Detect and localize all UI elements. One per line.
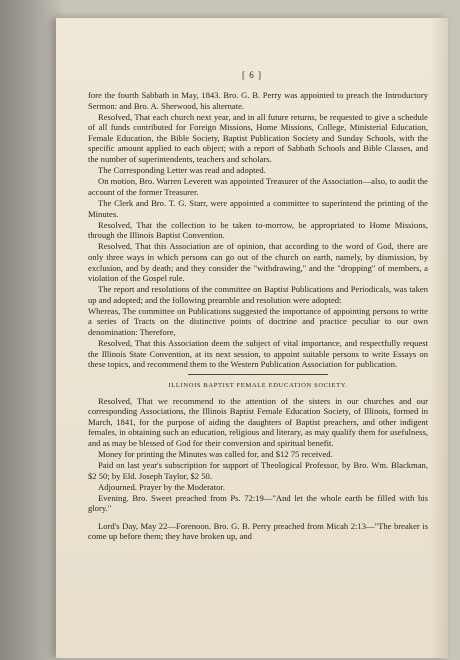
section-heading: ILLINOIS BAPTIST FEMALE EDUCATION SOCIETY. bbox=[168, 381, 348, 389]
paragraph-14: Adjourned. Prayer by the Moderator. bbox=[98, 481, 225, 492]
paragraph-5: The Clerk and Bro. T. G. Starr, were appointed a committee to superintend the printing of the Minutes. bbox=[88, 197, 428, 219]
paragraph-15: Evening. Bro. Sweet preached from Ps. 72:19—"And let the whole earth be filled with his glory." bbox=[88, 492, 428, 514]
paragraph-16: Lord's Day, May 22—Forenoon. Bro. G. B. Perry preached from Micah 2:13—"The breaker is come up before them; they have broken up, and bbox=[88, 520, 428, 542]
paragraph-10: Resolved, That this Association deem the subject of vital importance, and respectfully request the Illinois State Convention, at its next session, to appoint suitable persons to write Essays on these topics, and recommend them to the Western Publication Association for publication. bbox=[88, 338, 428, 370]
paragraph-8: The report and resolutions of the committee on Baptist Publications and Periodicals, was taken up and adopted; and the following preamble and resolution were adopted: bbox=[88, 284, 428, 305]
document-page bbox=[56, 18, 448, 658]
paragraph-12: Money for printing the Minutes was called for, and $12 75 received. bbox=[98, 449, 333, 459]
paragraph-1: fore the fourth Sabbath in May, 1843. Bro. G. B. Perry was appointed to preach the Introductory Sermon: and Bro. A. Sherwood, his alternate. bbox=[88, 90, 428, 111]
page-body bbox=[88, 66, 428, 542]
paragraph-whereas: Whereas, The committee on Publications suggested the importance of appointing persons to write a series of Tracts on the distinctive points of doctrine and practice peculiar to our own denomination: Therefore, bbox=[88, 305, 428, 338]
section-rule bbox=[188, 374, 328, 375]
paragraph-3: The Corresponding Letter was read and adopted. bbox=[98, 165, 266, 176]
paragraph-6: Resolved, That the collection to be taken to-morrow, be appropriated to Home Missions, through the Illinois Baptist Convention. bbox=[88, 219, 428, 241]
page-edge-shadow bbox=[430, 18, 448, 658]
paragraph-13: Paid on last year's subscription for support of Theological Professor, by Bro. Wm. Blackman, $2 50; by Eld. Joseph Taylor, $2 50. bbox=[88, 460, 428, 481]
paragraph-2: Resolved, That each church next year, and in all future returns, be requested to give a schedule of all funds contributed for Foreign Missions, Home Missions, College, Ministerial Education, Female Education, the Bible Society, Baptist Publication Society and Sunday Schools, with the specific amount applied to each object; with a report of Sabbath Schools and Bible Classes, and the number of superintendents, teachers and scholars. bbox=[88, 111, 428, 165]
paragraph-4: On motion, Bro. Warren Leverett was appointed Treasurer of the Association—also, to audit the account of the former Treasurer. bbox=[88, 176, 428, 197]
paragraph-11: Resolved, That we recommend to the attention of the sisters in our churches and our corresponding Associations, the Illinois Baptist Female Education Society, of Illinois, formed in March, 1841, for the purpose of aiding the daughters of Baptist preachers, and other indigent females, in obtaining such an education, religious and literary, as may qualify them for usefulness, and as may be blessed of God for their conversion and spiritual benefit. bbox=[88, 395, 428, 448]
page-number: [ 6 ] bbox=[242, 70, 262, 80]
paragraph-7: Resolved, That this Association are of opinion, that according to the word of God, there are only three ways in which persons can go out of the church on earth, namely, by dismission, by exclusion, and by death; and they consider the "withdrawing," and the "dropping" of members, a violation of the Gospel rule. bbox=[88, 241, 428, 284]
